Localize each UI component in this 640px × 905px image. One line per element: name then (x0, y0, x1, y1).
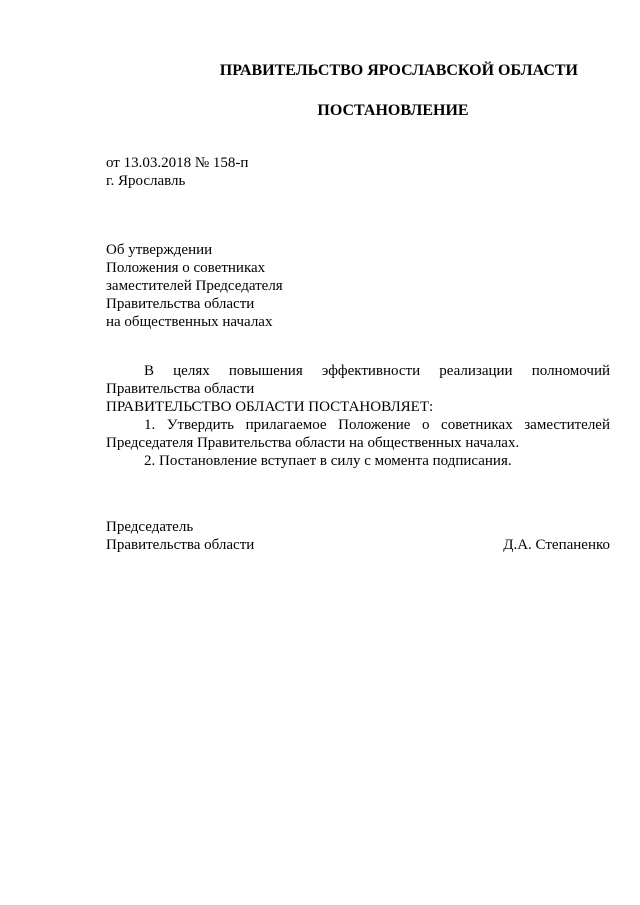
signer-position-line2: Правительства области (106, 537, 255, 553)
intro-word: В (144, 363, 155, 379)
signer-name: Д.А. Степаненко (503, 537, 610, 553)
resolution-item-2: 2. Постановление вступает в силу с момента подписания. (144, 453, 512, 469)
signature-row (106, 536, 610, 554)
signer-position-line1: Председатель (106, 519, 194, 535)
document-subject (106, 241, 283, 331)
intro-word: целях (173, 363, 210, 379)
intro-paragraph-end: Правительства области (106, 381, 255, 397)
subject-line: Положения о советниках (106, 260, 266, 276)
date-number: от 13.03.2018 № 158-п (106, 155, 249, 171)
intro-word: полномочий (531, 363, 610, 379)
subject-line: заместителей Председателя (106, 278, 283, 294)
intro-paragraph-line (106, 362, 610, 380)
resolution-item-1: 1. Утвердить прилагаемое Положение о советниках заместителей Председателя Правительства области на общественных началах. (106, 417, 610, 451)
subject-line: на общественных началах (106, 314, 273, 330)
subject-line: Правительства области (106, 296, 255, 312)
city: г. Ярославль (106, 173, 186, 189)
intro-word: реализации (439, 363, 513, 379)
subject-line: Об утверждении (106, 242, 213, 258)
intro-word: эффективности (321, 363, 421, 379)
organization-title: ПРАВИТЕЛЬСТВО ЯРОСЛАВСКОЙ ОБЛАСТИ (219, 62, 578, 79)
intro-word: повышения (228, 363, 303, 379)
signature-block (106, 518, 610, 554)
resolves-line: ПРАВИТЕЛЬСТВО ОБЛАСТИ ПОСТАНОВЛЯЕТ: (106, 399, 434, 415)
document-meta (106, 154, 248, 190)
document-body (106, 362, 610, 470)
document-type-title: ПОСТАНОВЛЕНИЕ (317, 102, 469, 119)
